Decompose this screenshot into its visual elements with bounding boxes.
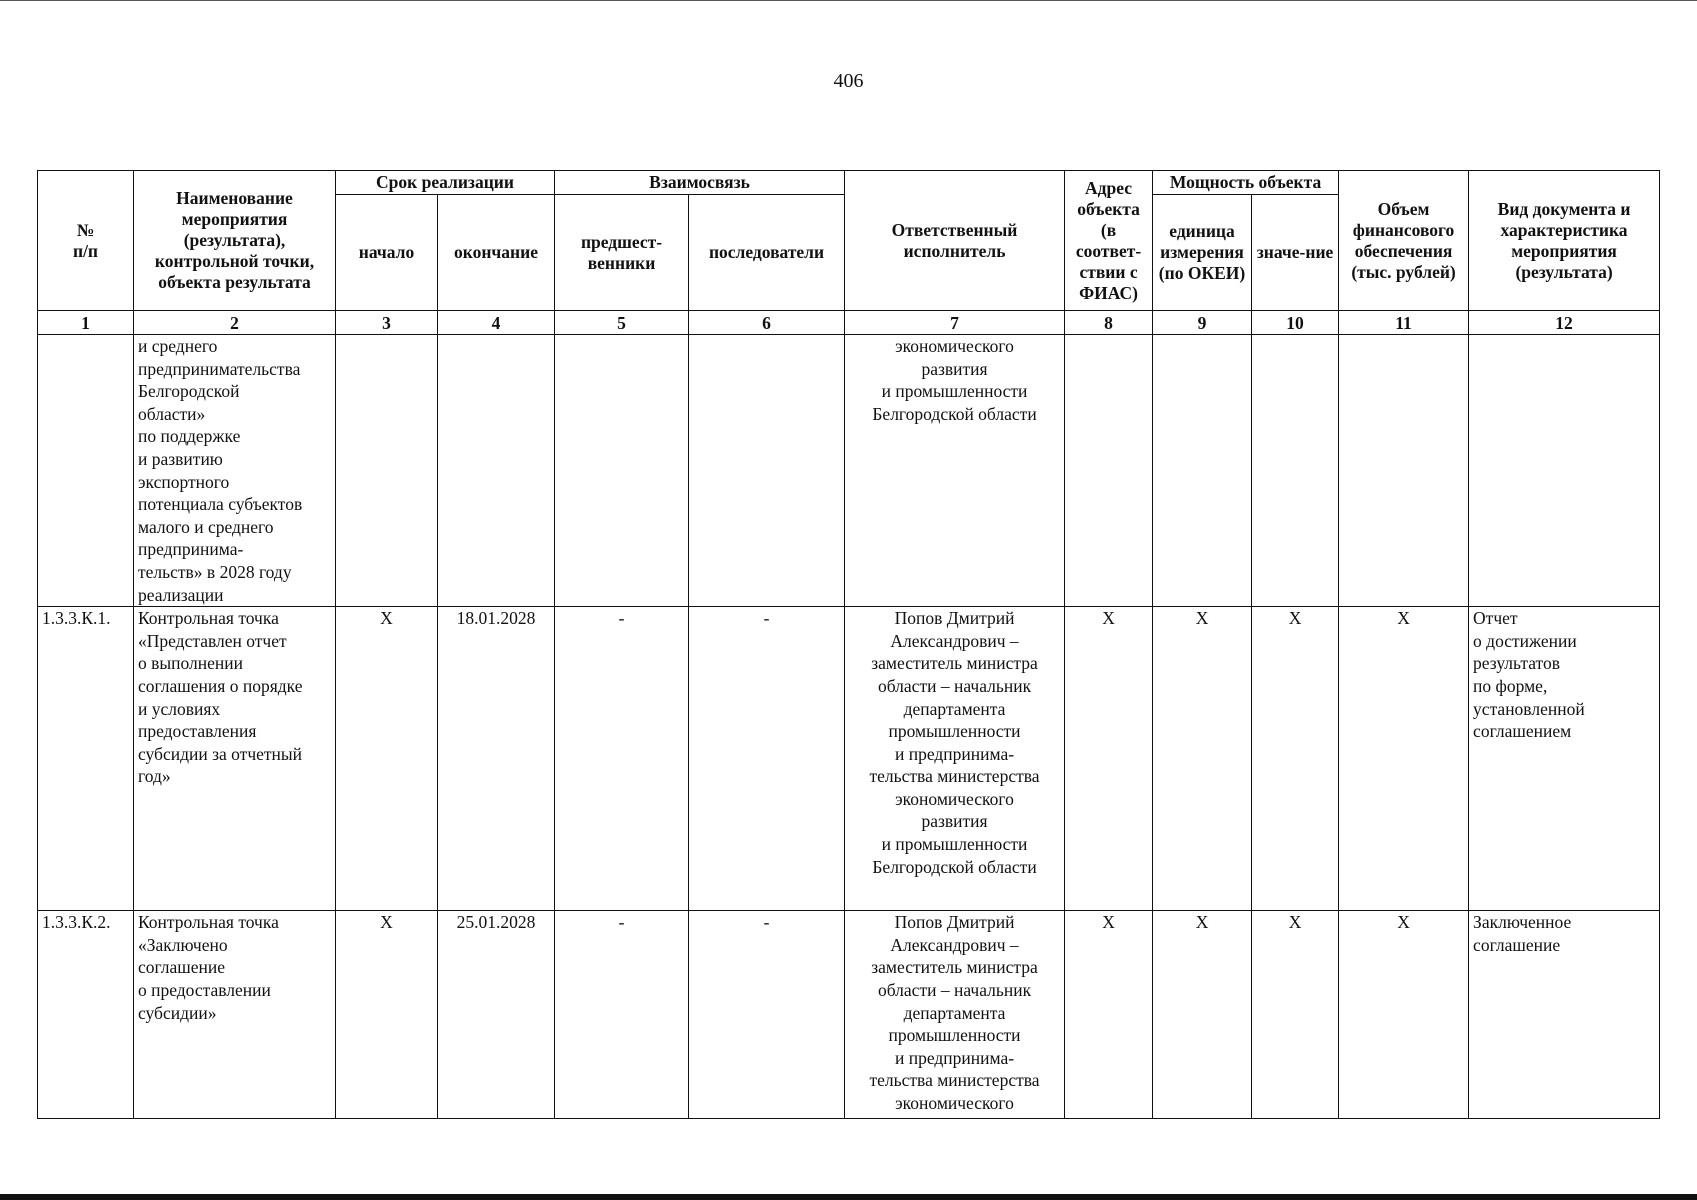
plan-table [37,170,1660,1119]
header-predecessors: предшест-венники [555,195,689,311]
cell-name: и среднего предпринимательства Белгородской области» по поддержке и развитию экспортного потенциала субъектов малого и среднего предпринима- тельств» в 2028 году реализации [134,335,336,607]
header-doc-type: Вид документа и характеристика мероприятия (результата) [1469,171,1660,311]
cell-num: 1.3.3.К.1. [38,607,134,911]
cell-address: X [1065,911,1153,1119]
cell-start [336,335,438,607]
cell-num [38,335,134,607]
column-number: 3 [336,311,438,335]
header-capacity: Мощность объекта [1153,171,1339,195]
cell-address: X [1065,607,1153,911]
header-finance: Объем финансового обеспечения (тыс. рублей) [1339,171,1469,311]
header-responsible: Ответственный исполнитель [845,171,1065,311]
cell-name: Контрольная точка «Представлен отчет о выполнении соглашения о порядке и условиях предоставления субсидии за отчетный год» [134,607,336,911]
cell-doc-type [1469,335,1660,607]
header-name: Наименование мероприятия (результата), контрольной точки, объекта результата [134,171,336,311]
column-number: 11 [1339,311,1469,335]
column-number: 10 [1252,311,1339,335]
cell-finance: X [1339,607,1469,911]
column-number: 1 [38,311,134,335]
cell-responsible: Попов Дмитрий Александрович – заместитель министра области – начальник департамента промышленности и предпринима- тельства министерства экономического развития и промышленности Белгородской области [845,607,1065,911]
column-number: 8 [1065,311,1153,335]
header-unit: единица измерения (по ОКЕИ) [1153,195,1252,311]
header-period: Срок реализации [336,171,555,195]
top-border-line [0,0,1697,1]
cell-address [1065,335,1153,607]
cell-end: 18.01.2028 [438,607,555,911]
cell-start: X [336,607,438,911]
cell-end: 25.01.2028 [438,911,555,1119]
column-number: 12 [1469,311,1660,335]
cell-responsible: экономического развития и промышленности Белгородской области [845,335,1065,607]
cell-value: X [1252,911,1339,1119]
header-start: начало [336,195,438,311]
column-number: 6 [689,311,845,335]
header-value: значе-ние [1252,195,1339,311]
cell-finance [1339,335,1469,607]
cell-start: X [336,911,438,1119]
cell-unit: X [1153,607,1252,911]
bottom-border-bar [0,1194,1697,1200]
cell-value: X [1252,607,1339,911]
column-number: 4 [438,311,555,335]
cell-predecessors: - [555,911,689,1119]
table-row [38,911,1660,1119]
cell-successors: - [689,607,845,911]
cell-predecessors: - [555,607,689,911]
cell-responsible: Попов Дмитрий Александрович – заместитель министра области – начальник департамента промышленности и предпринима- тельства министерства экономического [845,911,1065,1119]
column-number: 5 [555,311,689,335]
cell-end [438,335,555,607]
header-relation: Взаимосвязь [555,171,845,195]
cell-num: 1.3.3.К.2. [38,911,134,1119]
column-numbers-row [38,311,1660,335]
cell-value [1252,335,1339,607]
column-number: 2 [134,311,336,335]
cell-successors: - [689,911,845,1119]
cell-name: Контрольная точка «Заключено соглашение о предоставлении субсидии» [134,911,336,1119]
page-number: 406 [833,70,864,92]
table-row [38,607,1660,911]
column-number: 9 [1153,311,1252,335]
column-number: 7 [845,311,1065,335]
cell-successors [689,335,845,607]
header-row-top [38,171,1660,195]
header-end: окончание [438,195,555,311]
table-row [38,335,1660,607]
cell-doc-type: Отчет о достижении результатов по форме, установленной соглашением [1469,607,1660,911]
cell-finance: X [1339,911,1469,1119]
cell-predecessors [555,335,689,607]
cell-unit: X [1153,911,1252,1119]
cell-doc-type: Заключенное соглашение [1469,911,1660,1119]
header-address: Адрес объекта (в соответ-ствии с ФИАС) [1065,171,1153,311]
header-successors: последователи [689,195,845,311]
header-num: № п/п [38,171,134,311]
cell-unit [1153,335,1252,607]
